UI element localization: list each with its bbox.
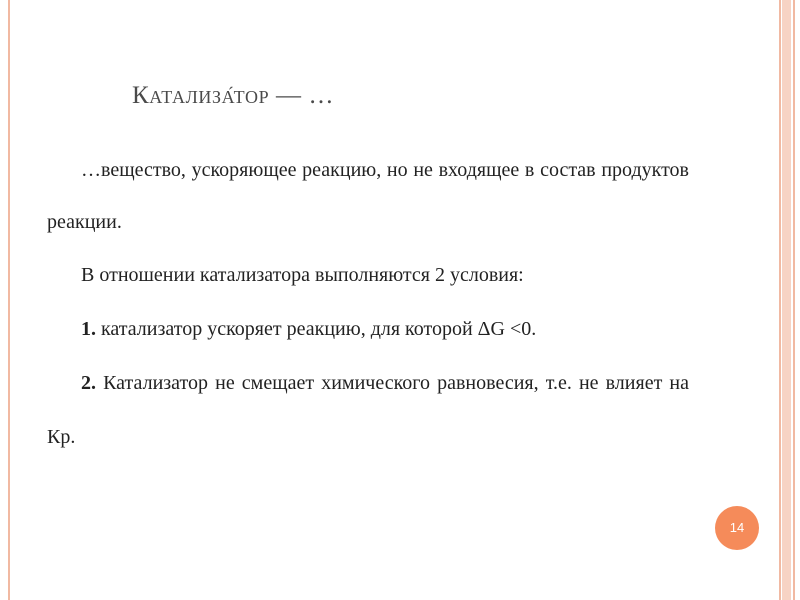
- slide-title: Катализа́тор — …: [132, 82, 335, 109]
- right-border-bar: [782, 0, 791, 600]
- right-border-inner-line: [779, 0, 781, 600]
- paragraph-text: В отношении катализатора выполняются 2 условия:: [81, 264, 524, 286]
- slide-body: [47, 144, 689, 464]
- list-number: 2.: [81, 372, 96, 394]
- paragraph-text: …вещество, ускоряющее реакцию, но не входящее в состав продуктов реакции.: [47, 159, 689, 233]
- paragraph-condition-2: [47, 356, 689, 464]
- paragraph-conditions-intro: [47, 248, 689, 302]
- left-border-line: [8, 0, 10, 600]
- paragraph-text: катализатор ускоряет реакцию, для которой ΔG <0.: [96, 318, 537, 340]
- paragraph-condition-1: [47, 302, 689, 356]
- right-border-outer-line: [793, 0, 795, 600]
- paragraph-definition: [47, 144, 689, 248]
- page-number-badge: 14: [715, 506, 759, 550]
- list-number: 1.: [81, 318, 96, 340]
- paragraph-text: Катализатор не смещает химического равновесия, т.е. не влияет на Кр.: [47, 372, 689, 448]
